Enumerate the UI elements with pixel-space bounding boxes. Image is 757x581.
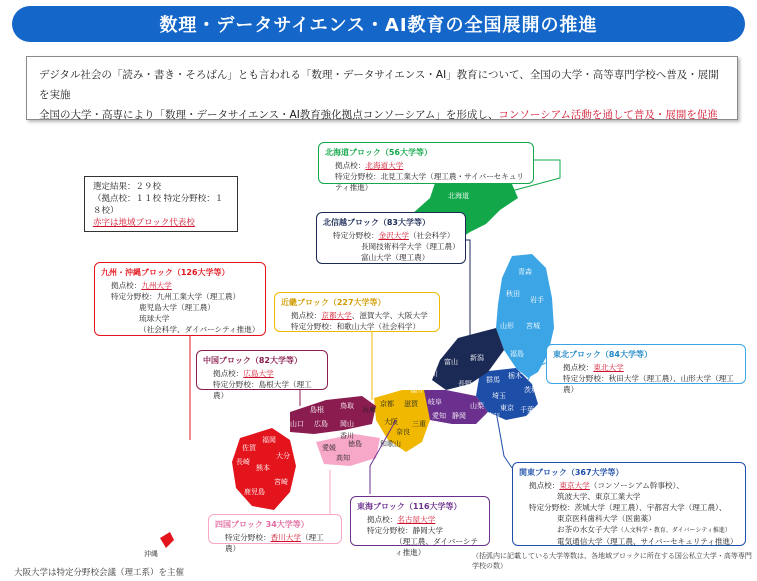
- selection-result-line-2: （拠点校：１１校 特定分野校：１８校）: [93, 194, 224, 216]
- tohoku-spec: 秋田大学（理工農）、山形大学（理工農）: [563, 374, 734, 394]
- kanto-spec-4: 電気通信大学（理工農、サイバーセキュリティ推進）: [557, 537, 738, 546]
- hub-label: 拠点校：: [563, 363, 594, 372]
- kyushu-hub: 九州大学: [141, 281, 172, 290]
- kyushu-spec-2: 鹿児島大学（理工農）: [139, 303, 215, 312]
- chugoku-block-title: 中国ブロック（82大学等）: [203, 356, 302, 365]
- hub-label: 拠点校：: [213, 369, 244, 378]
- kinki-spec: 和歌山大学（社会科学）: [336, 322, 421, 331]
- pref-label-nara: 奈良: [396, 428, 410, 436]
- kyushu-spec-3: 琉球大学: [139, 314, 170, 323]
- pref-label-kagoshima: 鹿児島: [244, 488, 265, 496]
- pref-label-tottori: 鳥取: [340, 402, 354, 410]
- spec-label: 特定分野校：: [529, 503, 575, 512]
- kinki-block-title: 近畿ブロック（227大学等）: [281, 298, 386, 307]
- kanto-spec-3: お茶の水女子大学: [557, 525, 618, 534]
- summary-line-1: デジタル社会の「読み・書き・そろばん」とも言われる「数理・データサイエンス・AI」教育について、全国の大学・高等専門学校へ普及・展開を実施: [39, 69, 719, 101]
- tokai-spec-2: （理工農、ダイバーシティ推進）: [395, 537, 479, 557]
- hub-label: 拠点校：: [291, 311, 322, 320]
- shikoku-block-box: [208, 514, 342, 553]
- pref-label-saga: 佐賀: [242, 444, 256, 452]
- pref-label-kagawa: 香川: [340, 432, 354, 440]
- summary-line-2-main: 全国の大学・高専により「数理・データサイエンス・AI教育強化拠点コンソーシアム」を形成し、: [39, 109, 499, 121]
- hub-label: 拠点校：: [335, 161, 366, 170]
- kyushu-block-box: [94, 262, 266, 336]
- tohoku-hub: 東北大学: [593, 363, 624, 372]
- pref-label-hyogo: 兵庫: [362, 406, 376, 414]
- kyushu-spec-1: 九州工業大学（理工農）: [156, 292, 241, 301]
- tokai-hub: 名古屋大学: [397, 515, 436, 524]
- shikoku-spec-note: （理工農）: [225, 533, 324, 553]
- pref-label-kyoto: 京都: [380, 400, 394, 408]
- spec-label: 特定分野校：: [213, 380, 259, 389]
- spec-label: 特定分野校：: [367, 526, 413, 535]
- hokkaido-block-box: [318, 142, 534, 192]
- spec-label: 特定分野校：: [563, 374, 609, 383]
- kanto-spec-3-note: （人文科学・教育、ダイバーシティ推進）: [617, 527, 731, 534]
- pref-label-tokyo: 東京: [500, 404, 514, 412]
- hokkaido-block-title: 北海道ブロック（56大学等）: [325, 148, 432, 157]
- hokkaido-hub: 北海道大学: [365, 161, 404, 170]
- tokai-spec-1: 静岡大学: [412, 526, 443, 535]
- pref-label-shiga: 滋賀: [404, 400, 418, 408]
- kinki-block-box: [274, 292, 440, 332]
- hokushinetsu-hub: 金沢大学: [378, 231, 409, 240]
- selection-result-box: [84, 176, 238, 232]
- pref-label-nagasaki: 長崎: [236, 458, 250, 466]
- shikoku-block-title: 四国ブロック 34大学等）: [215, 520, 309, 529]
- count-note: （括弧内に記載している大学等数は、各地域ブロックに所在する国公私立大学・高等専門学校の数）: [472, 552, 752, 570]
- hub-label: 拠点校：: [367, 515, 398, 524]
- kanto-block-title: 関東ブロック（367大学等）: [519, 468, 624, 477]
- selection-result-line-1: 選定結果：２９校: [93, 182, 162, 192]
- pref-label-aichi: 愛知: [432, 412, 446, 420]
- kanto-hub-2: 筑波大学、東京工業大学: [557, 492, 641, 501]
- pref-label-hokkaido: 北海道: [448, 192, 469, 200]
- pref-label-gunma: 群馬: [486, 376, 500, 384]
- pref-label-okinawa: 沖縄: [144, 550, 158, 558]
- chugoku-hub: 広島大学: [243, 369, 274, 378]
- summary-line-2-emphasis: コンソーシアム活動を通して普及・展開を促進: [498, 109, 718, 121]
- kanto-spec-1: 茨城大学（理工農）、宇都宮大学（理工農）、: [574, 503, 727, 512]
- pref-label-tochigi: 栃木: [508, 372, 522, 380]
- hokushinetsu-spec-1: 長岡技術科学大学（理工農）: [361, 242, 460, 251]
- chugoku-spec: 島根大学（理工農）: [213, 380, 312, 400]
- pref-label-gifu: 岐阜: [428, 398, 442, 406]
- pref-label-tokushima: 徳島: [348, 440, 362, 448]
- page-title: 数理・データサイエンス・AI教育の全国展開の推進: [12, 6, 745, 42]
- kinki-hub-note: 、滋賀大学、大阪大学: [351, 311, 428, 320]
- kanto-block-box: [512, 462, 746, 546]
- pref-label-mie: 三重: [412, 420, 426, 428]
- connector-kanto: [494, 400, 512, 468]
- pref-label-kanagawa: 神奈: [486, 412, 500, 420]
- hub-label: 拠点校：: [111, 281, 142, 290]
- hokushinetsu-hub-note: （社会科学）: [408, 231, 455, 240]
- tokai-block-box: [350, 496, 490, 557]
- hub-label: 拠点校：: [529, 481, 560, 490]
- pref-label-kochi: 高知: [336, 454, 350, 462]
- spec-label: 特定分野校：: [111, 292, 157, 301]
- pref-label-yamanashi: 山梨: [470, 402, 484, 410]
- connector-tokai: [370, 420, 396, 494]
- kanto-spec-2: 東京医科歯科大学（医歯薬）: [557, 514, 656, 523]
- pref-label-niigata: 新潟: [470, 354, 484, 362]
- pref-label-toyama: 富山: [444, 358, 458, 366]
- hokushinetsu-spec-2: 富山大学（理工農）: [361, 253, 430, 262]
- shikoku-spec: 香川大学: [270, 533, 301, 542]
- spec-label: 特定分野校：: [291, 322, 337, 331]
- tohoku-block-title: 東北ブロック（84大学等）: [553, 350, 652, 359]
- pref-label-wakayama: 和歌山: [380, 440, 401, 448]
- pref-label-fukui: 福井: [410, 386, 424, 394]
- spec-label: 特定分野校：: [335, 172, 381, 181]
- pref-label-yamagata: 山形: [500, 322, 514, 330]
- pref-label-miyagi: 宮城: [526, 322, 540, 330]
- pref-label-ibaraki: 茨城: [524, 386, 538, 394]
- hokushinetsu-block-title: 北信越ブロック（83大学等）: [323, 218, 430, 227]
- pref-label-oita: 大分: [276, 452, 290, 460]
- pref-label-chiba: 千葉: [520, 406, 534, 414]
- pref-label-fukushima: 福島: [510, 350, 524, 358]
- pref-label-nagano: 長野: [458, 380, 472, 388]
- pref-label-okayama: 岡山: [340, 420, 354, 428]
- spec-label: 特定分野校：: [225, 533, 271, 542]
- pref-label-kumamoto: 熊本: [256, 464, 270, 472]
- hokkaido-spec: 北見工業大学（理工農・サイバーセキュリティ推進）: [335, 172, 525, 192]
- selection-result-note: 赤字は地域ブロック代表校: [93, 218, 195, 228]
- pref-label-ehime: 愛媛: [322, 444, 336, 452]
- pref-label-yamaguchi: 山口: [290, 420, 304, 428]
- connector-tohoku: [528, 362, 548, 380]
- pref-label-osaka: 大阪: [384, 418, 398, 426]
- pref-label-miyazaki: 宮崎: [274, 478, 288, 486]
- kyushu-block-title: 九州・沖縄ブロック（126大学等）: [101, 268, 230, 277]
- pref-label-hiroshima: 広島: [314, 420, 328, 428]
- pref-label-shizuoka: 静岡: [452, 412, 466, 420]
- hokushinetsu-block-box: 北信越ブロック（83大学等） 特定分野校：金沢大学（社会科学） 長岡技術科学大学（理工農） 富山大学（理工農）: [316, 212, 466, 264]
- pref-label-iwate: 岩手: [530, 296, 544, 304]
- tokai-block-title: 東海ブロック（116大学等）: [357, 502, 462, 511]
- pref-label-fukuoka: 福岡: [262, 436, 276, 444]
- pref-label-saitama: 埼玉: [492, 392, 506, 400]
- kanto-hub-note: （コンソーシアム幹事校）、: [589, 481, 684, 490]
- pref-label-ishikawa: 石川: [424, 370, 438, 378]
- chugoku-block-box: [196, 350, 328, 400]
- kinki-hub: 京都大学: [321, 311, 352, 320]
- pref-label-aomori: 青森: [518, 268, 532, 276]
- footer-note: 大阪大学は特定分野校会議（理工系）を主催: [14, 568, 185, 578]
- kanto-hub: 東京大学: [559, 481, 590, 490]
- pref-label-shimane: 島根: [310, 406, 324, 414]
- kyushu-spec-4: （社会科学、ダイバーシティ推進）: [139, 325, 260, 334]
- tohoku-block-box: [546, 344, 746, 394]
- pref-label-akita: 秋田: [506, 290, 520, 298]
